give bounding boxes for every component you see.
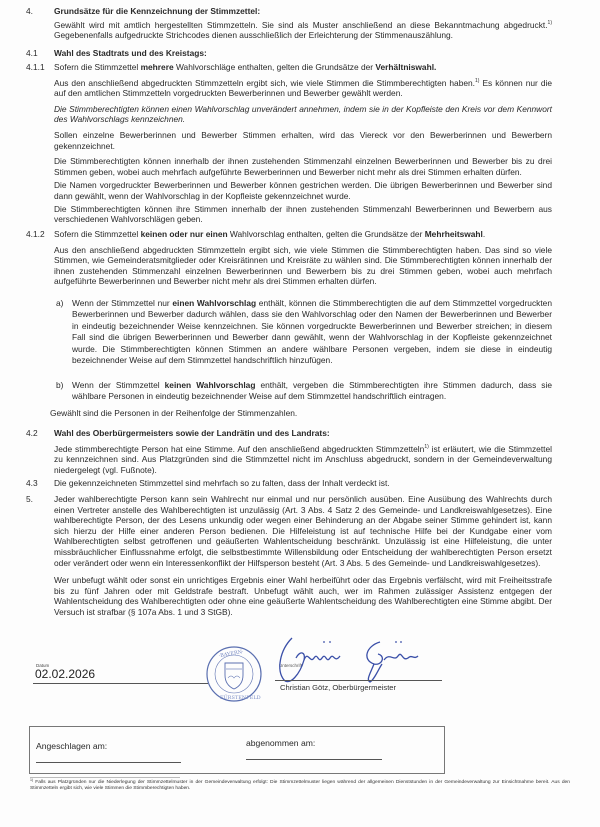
paragraph: Die Stimmberechtigten können ihre Stimmen innerhalb der ihnen zustehenden Stimmenzahl Bewerberinnen und Bewerbern aus verschiedenen Wahlvorschlägen geben. xyxy=(54,203,552,225)
removed-date-label: abgenommen am: xyxy=(246,738,316,748)
list-label: a) xyxy=(56,298,64,308)
paragraph: Aus den anschließend abgedruckten Stimmzetteln ergibt sich, wie viele Stimmen die Stimmberechtigten haben.$^{1)}$ Es können nur die auf den amtlichen Stimmzetteln vorgedruckten Bewerberinnen und Bewerber gewählt werden. xyxy=(54,77,553,99)
section-number: 4. xyxy=(26,6,33,16)
section-number: 4.2 xyxy=(26,428,38,438)
paragraph: Die Namen vorgedruckter Bewerberinnen und Bewerber können gestrichen werden. Die übrigen Bewerberinnen und Bewerber sind dann gewählt, wenn der Wahlvorschlag in der Kopfleiste gekennzeichnet wurde. xyxy=(54,180,552,201)
signature-area xyxy=(0,635,600,735)
section-intro: Sofern die Stimmzettel keinen oder nur einen Wahlvorschlag enthalten, gelten die Grundsätze der Mehrheitswahl. xyxy=(54,229,486,239)
signer-name: Christian Götz, Oberbürgermeister xyxy=(280,683,397,692)
section-heading: Wahl des Oberbürgermeisters sowie der Landrätin und des Landrats: xyxy=(54,428,330,438)
section-number: 5. xyxy=(26,494,33,504)
posting-record-box xyxy=(29,726,445,774)
removed-date-field[interactable] xyxy=(246,759,382,760)
signature-line xyxy=(275,680,442,681)
footnote-ref: 1) xyxy=(424,443,429,450)
section-intro: Sofern die Stimmzettel mehrere Wahlvorschläge enthalten, gelten die Grundsätze der Verhältniswahl. xyxy=(54,62,437,72)
footnote-ref: 1) xyxy=(547,19,552,26)
section-number: 4.1.1 xyxy=(26,62,45,72)
section-number: 4.3 xyxy=(26,478,38,488)
footnote-ref: 1) xyxy=(475,77,480,84)
list-item-b: b) Wenn der Stimmzettel keinen Wahlvorschlag enthält, vergeben die Stimmberechtigten ihre Stimmen dadurch, dass sie wählbare Personen in eindeutig bezeichnender Weise auf dem Stimmzettel handschriftlich eintragen. xyxy=(56,380,552,402)
date-value: 02.02.2026 xyxy=(35,667,96,681)
svg-text:·BAYERN·: ·BAYERN· xyxy=(218,649,245,660)
section-heading: Wahl des Stadtrats und des Kreistags: xyxy=(54,48,207,58)
signature-label: Unterschrift xyxy=(279,663,303,668)
paragraph: Die Stimmberechtigten können innerhalb der ihnen zustehenden Stimmenzahl einzelnen Bewerberinnen und Bewerber bis zu drei Stimmen geben, wobei auch mehrfach aufgeführte Bewerberinnen und Bewerber nicht mehr als drei Stimmen erhalten dürfen. xyxy=(54,156,552,177)
paragraph: Die Stimmberechtigten können einen Wahlvorschlag unverändert annehmen, indem sie in der Kopfleiste den Kreis vor dem Kennwort des Wahlvorschlags kennzeichnen. xyxy=(54,103,552,125)
paragraph: Jede stimmberechtigte Person hat eine Stimme. Auf den anschließend abgedruckten Stimmzetteln$^{1)}$ ist erläutert, wie die Stimmzettel zu kennzeichnen sind. Aus Platzgründen sind die Stimmzettel nicht im Anschluss abgedruckt, sondern in der Gemeindeverwaltung niedergelegt (vgl. Fußnote). xyxy=(54,443,552,475)
list-item-a: a) Wenn der Stimmzettel nur einen Wahlvorschlag enthält, können die Stimmberechtigten die auf dem Stimmzettel vorgedruckten Bewerberinnen und Bewerber dadurch wählen, dass sie den Wahlvorschlag oder den Namen der Bewerberinnen und Bewerber in eindeutig bezeichnender Weise kennzeichnen. Sie können vorgedruckte Bewerberinnen und Bewerber streichen; in diesem Fall sind die übrigen Bewerberinnen und Bewerber dann gewählt, wenn der Wahlvorschlag in der Kopfleiste gekennzeichnet wurde. Die Stimmberechtigten können Stimmen an andere wählbare Personen vergeben, indem sie diese in eindeutig bezeichnender Weise auf dem Stimmzettel handschriftlich hinzufügen. xyxy=(56,298,552,366)
paragraph: Sollen einzelne Bewerberinnen und Bewerber Stimmen erhalten, wird das Viereck vor den Bewerberinnen und Bewerbern gekennzeichnet. xyxy=(54,129,552,151)
date-line xyxy=(33,683,208,684)
paragraph: Wer unbefugt wählt oder sonst ein unrichtiges Ergebnis einer Wahl herbeiführt oder das Ergebnis verfälscht, wird mit Freiheitsstrafe bis zu fünf Jahren oder mit Geldstrafe bestraft. Unbefugt wählt auch, wer im Rahmen zulässiger Assistenz entgegen der Wahlentscheidung des Wahlberechtigten oder ohne eine geäußerte Wahlentscheidung des Wahlberechtigten eine Stimme abgibt. Der Versuch ist strafbar (§ 107a Abs. 1 und 3 StGB). xyxy=(54,575,552,617)
section-number: 4.1 xyxy=(26,48,38,58)
handwritten-signature-icon xyxy=(270,630,440,690)
posted-date-label: Angeschlagen am: xyxy=(36,741,108,751)
svg-text:FÜRSTENFELD: FÜRSTENFELD xyxy=(220,695,261,701)
posted-date-field[interactable] xyxy=(36,762,181,763)
official-seal-icon xyxy=(205,645,263,703)
footnote-divider xyxy=(30,777,180,778)
paragraph: Aus den anschließend abgedruckten Stimmzetteln ergibt sich, wie viele Stimmen die Stimmberechtigten haben. Das sind so viele Stimmen, wie Gemeinderatsmitglieder oder Kreisrätinnen und Kreisräte zu wählen sind. Die Stimmberechtigten können innerhalb der ihnen zustehenden Stimmenzahl einzelnen Bewerberinnen und Bewerbern bis zu drei Stimmen geben, wobei auch mehrfach aufgeführte Bewerberinnen und Bewerber nicht mehr als drei Stimmen erhalten dürfen. xyxy=(54,244,552,287)
paragraph: Jeder wahlberechtigte Person kann sein Wahlrecht nur einmal und nur persönlich ausüben. Eine Ausübung des Wahlrechts durch einen Vertreter anstelle des Wahlberechtigten ist unzulässig (Art. 3 Abs. 4 Satz 2 des Gemeinde- und Landkreiswahlgesetzes). Eine wahlberechtigte Person, der des Lesens unkundig oder wegen einer Behinderung an der Abgabe seiner Stimme gehindert ist, kann sich hierzu der Hilfe einer anderen Person bedienen. Die Hilfeleistung ist auf technische Hilfe bei der Kundgabe einer vom Wahlberechtigten selbst getroffenen und geäußerten Wahlentscheidung beschränkt. Unzulässig ist eine Hilfeleistung, die unter missbräuchlicher Einflussnahme erfolgt, die selbstbestimmte Willensbildung oder Entscheidung der wahlberechtigten Person ersetzt oder verändert oder wenn ein Interessenkonflikt der Hilfsperson besteht (Art. 3 Abs. 5 des Gemeinde- und Landkreiswahlgesetzes). xyxy=(54,494,552,568)
section-heading: Grundsätze für die Kennzeichnung der Stimmzettel: xyxy=(54,6,261,16)
section-number: 4.1.2 xyxy=(26,229,45,239)
document-page: 4. Grundsätze für die Kennzeichnung der Stimmzettel: Gewählt wird mit amtlich hergestellten Stimmzetteln. Sie sind als Muster anschließend an diese Bekanntmachung abgedruckt.$^{1)}$ Gegebenenfalls aufgedruckte Strichcodes dienen ausschließlich der Erleichterung der Stimmenauszählung. 4.1 Wahl des Stadtrats und des Kreistags: 4.1.1 Sofern die Stimmzettel mehrere Wahlvorschläge enthalten, gelten die Grundsätze der Verhältniswahl. Aus den anschließend abgedruckten Stimmzetteln ergibt sich, wie viele Stimmen die Stimmberechtigten haben.$^{1)}$ Es können nur die auf den amtlichen Stimmzetteln vorgedruckten Bewerberinnen und Bewerber gewählt werden. Die Stimmberechtigten können einen Wahlvorschlag unverändert annehmen, indem sie in der Kopfleiste den Kreis vor dem Kennwort des Wahlvorschlags kennzeichnen. Sollen einzelne Bewerberinnen und Bewerber Stimmen erhalten, wird das Viereck vor den Bewerberinnen und Bewerbern gekennzeichnet. Die Stimmberechtigten können innerhalb der ihnen zustehenden Stimmenzahl einzelnen Bewerberinnen und Bewerber bis zu drei Stimmen geben, wobei auch mehrfach aufgeführte Bewerberinnen und Bewerber nicht mehr als drei Stimmen erhalten dürfen. Die Namen vorgedruckter Bewerberinnen und Bewerber können gestrichen werden. Die übrigen Bewerberinnen und Bewerber sind dann gewählt, wenn der Wahlvorschlag in der Kopfleiste gekennzeichnet wurde. Die Stimmberechtigten können ihre Stimmen innerhalb der ihnen zustehenden Stimmenzahl Bewerberinnen und Bewerbern aus verschiedenen Wahlvorschlägen geben. 4.1.2 Sofern die Stimmzettel keinen oder nur einen Wahlvorschlag enthalten, gelten die Grundsätze der Mehrheitswahl. Aus den anschließend abgedruckten Stimmzetteln ergibt sich, wie viele Stimmen die Stimmberechtigten haben. Das sind so viele Stimmen, wie Gemeinderatsmitglieder oder Kreisrätinnen und Kreisräte zu wählen sind. Die Stimmberechtigten können innerhalb der ihnen zustehenden Stimmenzahl einzelnen Bewerberinnen und Bewerbern bis zu drei Stimmen geben, wobei auch mehrfach aufgeführte Bewerberinnen und Bewerber nicht mehr als drei Stimmen erhalten dürfen. a) Wenn der Stimmzettel nur einen Wahlvorschlag enthält, können die Stimmberechtigten die auf dem Stimmzettel vorgedruckten Bewerberinnen und Bewerber dadurch wählen, dass sie den Wahlvorschlag oder den Namen der Bewerberinnen und Bewerber in eindeutig bezeichnender Weise kennzeichnen. Sie können vorgedruckte Bewerberinnen und Bewerber streichen; in diesem Fall sind die übrigen Bewerberinnen und Bewerber dann gewählt, wenn der Wahlvorschlag in der Kopfleiste gekennzeichnet wurde. Die Stimmberechtigten können Stimmen an andere wählbare Personen vergeben, indem sie diese in eindeutig bezeichnender Weise auf dem Stimmzettel handschriftlich hinzufügen. b) Wenn der Stimmzettel keinen Wahlvorschlag enthält, vergeben die Stimmberechtigten ihre Stimmen dadurch, dass sie wählbare Personen in eindeutig bezeichnender Weise auf dem Stimmzettel handschriftlich eintragen. Gewählt sind die Personen in der Reihenfolge der Stimmenzahlen. 4.2 Wahl des Oberbürgermeisters sowie der Landrätin und des Landrats: Jede stimmberechtigte Person hat eine Stimme. Auf den anschließend abgedruckten Stimmzetteln$^{1)}$ ist erläutert, wie die Stimmzettel zu kennzeichnen sind. Aus Platzgründen sind die Stimmzettel nicht im Anschluss abgedruckt, sondern in der Gemeindeverwaltung niedergelegt (vgl. Fußnote). 4.3 Die gekennzeichneten Stimmzettel sind mehrfach so zu falten, dass der Inhalt verdeckt ist. 5. Jeder wahlberechtigte Person kann sein Wahlrecht nur einmal und nur persönlich ausüben. Eine Ausübung des Wahlrechts durch einen Vertreter anstelle des Wahlberechtigten ist unzulässig (Art. 3 Abs. 4 Satz 2 des Gemeinde- und Landkreiswahlgesetzes). Eine wahlberechtigte Person, der des Lesens unkundig oder wegen einer Behinderung an der Abgabe seiner Stimme gehindert ist, kann sich hierzu der Hilfe einer anderen Person bedienen. Die Hilfeleistung ist auf technische Hilfe bei der Kundgabe einer vom Wahlberechtigten selbst getroffenen und geäußerten Wahlentscheidung beschränkt. Unzulässig ist eine Hilfeleistung, die unter missbräuchlicher Einflussnahme erfolgt, die selbstbestimmte Willensbildung oder Entscheidung der wahlberechtigten Person ersetzt oder verändert oder wenn ein Interessenkonflikt der Hilfsperson besteht (Art. 3 Abs. 5 des Gemeinde- und Landkreiswahlgesetzes). Wer unbefugt wählt oder sonst ein unrichtiges Ergebnis einer Wahl herbeiführt oder das Ergebnis verfälscht, wird mit Freiheitsstrafe bis zu fünf Jahren oder mit Geldstrafe bestraft. Unbefugt wählt auch, wer im Rahmen zulässiger Assistenz entgegen der Wahlentscheidung des Wahlberechtigten oder ohne eine geäußerte Wahlentscheidung des Wahlberechtigten eine Stimme abgibt. Der Versuch ist strafbar (§ 107a Abs. 1 und 3 StGB). Datum 02.02.2026 ·BAYERN· FÜRSTENFELD Unterschrift Christian Götz, Oberbürgermeister Angeschlagen am: abgenommen am: $^{1)}$ Falls aus Platzgründen nur die Niederlegung der Stimmzettelmuster in der Gemeindeverwaltung erfolgt: Die Stimmzettelmuster liegen während der allgemeinen Dienststunden in der Gemeindeverwaltung zur Einsichtnahme bereit. Aus den Stimmzetteln ergibt sich, wie viele Stimmen die Stimmberechtigten haben. xyxy=(0,0,600,827)
list-label: b) xyxy=(56,380,64,390)
section-text: Gewählt wird mit amtlich hergestellten Stimmzetteln. Sie sind als Muster anschließend an diese Bekanntmachung abgedruckt.$^{1)}$ Gegebenenfalls aufgedruckte Strichcodes dienen ausschließlich der Erleichterung der Stimmenauszählung. xyxy=(54,19,552,41)
date-label: Datum xyxy=(36,663,50,668)
footnote: $^{1)}$ Falls aus Platzgründen nur die Niederlegung der Stimmzettelmuster in der Gemeindeverwaltung erfolgt: Die Stimmzettelmuster liegen während der allgemeinen Dienststunden in der Gemeindeverwaltung zur Einsichtnahme bereit. Aus den Stimmzetteln ergibt sich, wie viele Stimmen die Stimmberechtigten haben. xyxy=(30,778,570,792)
